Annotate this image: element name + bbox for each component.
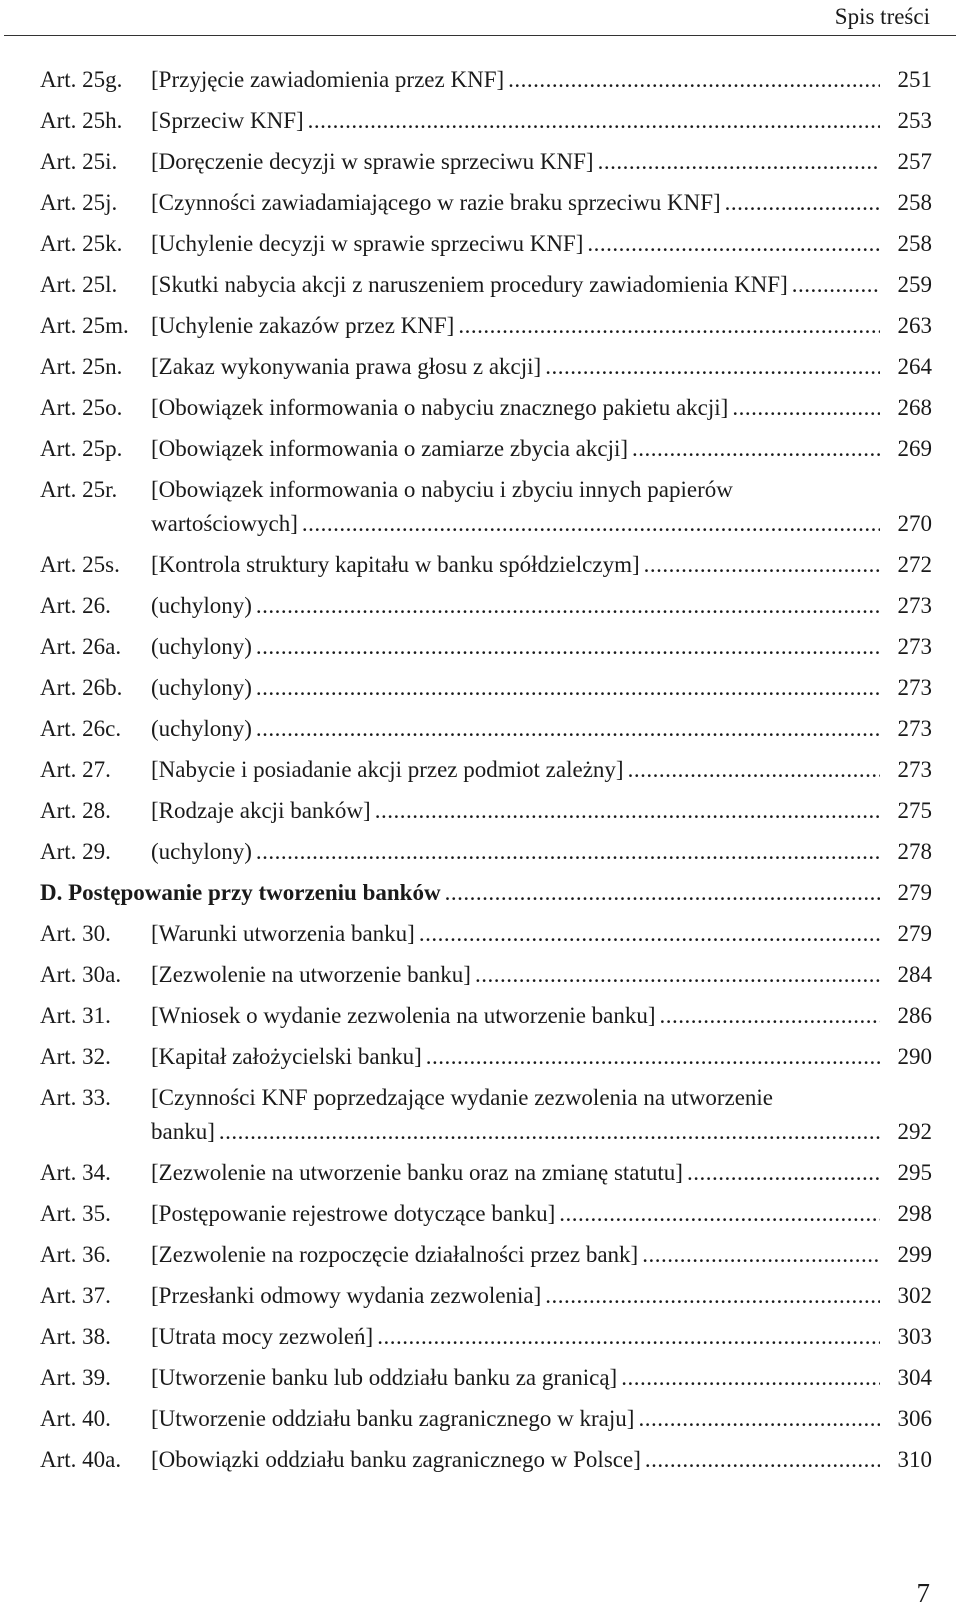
toc-article-number: Art. 35. [40, 1201, 111, 1226]
toc-entry-line [151, 393, 932, 423]
toc-entry-title: [Utrata mocy zezwoleń] [151, 1324, 374, 1349]
toc-entry [40, 106, 932, 136]
toc-entry-title: [Zezwolenie na utworzenie banku oraz na zmianę statutu] [151, 1160, 683, 1185]
toc-entry-title: [Przyjęcie zawiadomienia przez KNF] [151, 67, 505, 92]
toc-page-number: 264 [897, 354, 932, 379]
toc-entry-line [151, 147, 932, 177]
toc-entry-title: [Utworzenie banku lub oddziału banku za granicą] [151, 1365, 618, 1390]
toc-page-number: 284 [897, 962, 932, 987]
toc-entry-line [151, 229, 932, 259]
toc-entry [40, 311, 932, 341]
toc-entry-title: (uchylony) [151, 675, 252, 700]
toc-page-number: 304 [897, 1365, 932, 1390]
toc-entry [40, 1001, 932, 1031]
toc-entry-title: [Sprzeciw KNF] [151, 108, 304, 133]
toc-page-number: 272 [897, 552, 932, 577]
toc-entry [40, 352, 932, 382]
toc-article-number: Art. 25k. [40, 231, 123, 256]
toc-article-number: Art. 25h. [40, 108, 123, 133]
toc-entry-line [151, 591, 932, 621]
toc-article-number: Art. 25m. [40, 313, 129, 338]
leader-dots [559, 1199, 880, 1229]
toc-entry-line [151, 311, 932, 341]
leader-dots [632, 434, 880, 464]
toc-article-number: Art. 25j. [40, 190, 118, 215]
toc-entry-line [151, 1363, 932, 1393]
toc-page-number: 302 [897, 1283, 932, 1308]
toc-article-number: Art. 38. [40, 1324, 111, 1349]
leader-dots [508, 65, 880, 95]
toc-entry [40, 1240, 932, 1270]
toc-article-number: Art. 26b. [40, 675, 123, 700]
toc-entry [40, 591, 932, 621]
toc-entry-line [151, 65, 932, 95]
toc-page-number: 258 [897, 190, 932, 215]
toc-article-number: Art. 30a. [40, 962, 122, 987]
toc-article-number: Art. 25g. [40, 67, 123, 92]
toc-entry-title-continued: wartościowych] [151, 511, 298, 536]
leader-dots [256, 837, 880, 867]
toc-article-number: Art. 25r. [40, 477, 118, 502]
toc-entry [40, 550, 932, 580]
toc-entry-line [151, 1281, 932, 1311]
toc-article-number: Art. 25i. [40, 149, 118, 174]
leader-dots [725, 188, 880, 218]
toc-article-number: Art. 25o. [40, 395, 123, 420]
toc-article-number: Art. 25n. [40, 354, 123, 379]
toc-page-number: 268 [897, 395, 932, 420]
toc-page-number: 295 [897, 1160, 932, 1185]
toc-entry [40, 147, 932, 177]
toc-entry-title: [Rodzaje akcji banków] [151, 798, 371, 823]
toc-entry [40, 229, 932, 259]
toc-page-number: 263 [897, 313, 932, 338]
toc-entry [40, 1445, 932, 1475]
toc-entry-title: [Obowiązek informowania o nabyciu i zbyciu innych papierów [151, 477, 733, 502]
toc-article-number: Art. 33. [40, 1085, 111, 1110]
toc-article-number: Art. 31. [40, 1003, 111, 1028]
toc-entry-title: [Uchylenie decyzji w sprawie sprzeciwu KNF] [151, 231, 584, 256]
toc-entry-title: [Warunki utworzenia banku] [151, 921, 415, 946]
toc-article-number: Art. 28. [40, 798, 111, 823]
toc-entry-line [151, 960, 932, 990]
toc-section-heading [40, 878, 932, 908]
toc-entry-title: [Doręczenie decyzji w sprawie sprzeciwu KNF] [151, 149, 594, 174]
toc-page-number: 259 [897, 272, 932, 297]
toc-entry [40, 270, 932, 300]
toc-entry-line [151, 1240, 932, 1270]
toc-entry [40, 755, 932, 785]
leader-dots [308, 106, 880, 136]
toc-article-number: Art. 25p. [40, 436, 123, 461]
toc-article-number: Art. 25s. [40, 552, 120, 577]
leader-dots [445, 878, 880, 908]
leader-dots [219, 1117, 880, 1147]
toc-page-number: 273 [897, 757, 932, 782]
leader-dots [621, 1363, 880, 1393]
toc-entry-line [151, 270, 932, 300]
toc-entry-line [151, 796, 932, 826]
toc-entry [40, 188, 932, 218]
toc-entry-title: [Kontrola struktury kapitału w banku spółdzielczym] [151, 552, 640, 577]
toc-page-number: 298 [897, 1201, 932, 1226]
toc-entry-line [40, 878, 932, 908]
leader-dots [375, 796, 880, 826]
toc-article-number: Art. 40a. [40, 1447, 122, 1472]
toc-section-title: D. Postępowanie przy tworzeniu banków [40, 880, 441, 905]
toc-entry-line [151, 1001, 932, 1031]
toc-entry-title: [Obowiązek informowania o nabyciu znacznego pakietu akcji] [151, 395, 729, 420]
leader-dots [598, 147, 880, 177]
toc-entry-title-continued: banku] [151, 1119, 215, 1144]
toc-page-number: 299 [897, 1242, 932, 1267]
toc-entry-line [151, 632, 932, 662]
toc-entry [40, 393, 932, 423]
toc-page-number: 286 [897, 1003, 932, 1028]
toc-entry-line [151, 188, 932, 218]
leader-dots [587, 229, 880, 259]
toc-article-number: Art. 30. [40, 921, 111, 946]
toc-entry-line [151, 837, 932, 867]
toc-page-number: 306 [897, 1406, 932, 1431]
toc-entry-line [151, 1083, 932, 1147]
toc-entry-title: [Czynności zawiadamiającego w razie braku sprzeciwu KNF] [151, 190, 721, 215]
leader-dots [256, 714, 880, 744]
toc-article-number: Art. 36. [40, 1242, 111, 1267]
toc-page-number: 279 [897, 921, 932, 946]
leader-dots [645, 1445, 880, 1475]
toc-page-number: 273 [897, 634, 932, 659]
leader-dots [426, 1042, 880, 1072]
toc-entry-title: [Kapitał założycielski banku] [151, 1044, 422, 1069]
leader-dots [256, 591, 880, 621]
toc-page-number: 279 [897, 880, 932, 905]
toc-entry [40, 632, 932, 662]
toc-entry-title: [Zezwolenie na utworzenie banku] [151, 962, 471, 987]
toc-entry [40, 65, 932, 95]
toc-entry [40, 919, 932, 949]
toc-entry [40, 673, 932, 703]
toc-entry-line [151, 1158, 932, 1188]
toc-article-number: Art. 39. [40, 1365, 111, 1390]
toc-article-number: Art. 26. [40, 593, 111, 618]
table-of-contents [40, 65, 932, 1486]
toc-entry [40, 714, 932, 744]
toc-entry [40, 1363, 932, 1393]
leader-dots [545, 1281, 880, 1311]
toc-page-number: 257 [897, 149, 932, 174]
toc-page-number: 273 [897, 675, 932, 700]
toc-entry-line [151, 673, 932, 703]
toc-entry-title: [Utworzenie oddziału banku zagranicznego w kraju] [151, 1406, 635, 1431]
toc-entry [40, 1042, 932, 1072]
leader-dots [302, 509, 880, 539]
toc-entry-line [151, 714, 932, 744]
leader-dots [660, 1001, 880, 1031]
toc-entry [40, 1199, 932, 1229]
toc-entry-title: [Obowiązki oddziału banku zagranicznego w Polsce] [151, 1447, 641, 1472]
toc-article-number: Art. 37. [40, 1283, 111, 1308]
toc-entry-title: (uchylony) [151, 634, 252, 659]
toc-entry-line [151, 1322, 932, 1352]
toc-page-number: 253 [897, 108, 932, 133]
toc-entry-line [151, 755, 932, 785]
toc-entry-line [151, 1404, 932, 1434]
toc-entry-title: [Czynności KNF poprzedzające wydanie zezwolenia na utworzenie [151, 1085, 774, 1110]
leader-dots [732, 393, 880, 423]
toc-entry [40, 1322, 932, 1352]
toc-page-number: 278 [897, 839, 932, 864]
toc-entry-title: [Zezwolenie na rozpoczęcie działalności przez bank] [151, 1242, 639, 1267]
toc-entry-title: [Zakaz wykonywania prawa głosu z akcji] [151, 354, 542, 379]
toc-entry-line [151, 1042, 932, 1072]
toc-page-number: 273 [897, 716, 932, 741]
toc-article-number: Art. 27. [40, 757, 111, 782]
toc-entry [40, 475, 932, 539]
toc-article-number: Art. 40. [40, 1406, 111, 1431]
toc-page-number: 258 [897, 231, 932, 256]
header-rule [4, 35, 956, 36]
toc-page-number: 290 [897, 1044, 932, 1069]
toc-entry-line [151, 1445, 932, 1475]
toc-entry-title: [Nabycie i posiadanie akcji przez podmiot zależny] [151, 757, 624, 782]
toc-page-number: 275 [897, 798, 932, 823]
toc-entry [40, 1404, 932, 1434]
toc-entry-title: [Wniosek o wydanie zezwolenia na utworzenie banku] [151, 1003, 656, 1028]
toc-page-number: 303 [897, 1324, 932, 1349]
leader-dots [638, 1404, 880, 1434]
toc-entry-line [151, 919, 932, 949]
toc-entry-line [151, 434, 932, 464]
leader-dots [792, 270, 880, 300]
toc-entry-title: [Przesłanki odmowy wydania zezwolenia] [151, 1283, 542, 1308]
toc-article-number: Art. 29. [40, 839, 111, 864]
page-number: 7 [916, 1578, 930, 1608]
toc-entry-line [151, 106, 932, 136]
toc-article-number: Art. 26c. [40, 716, 122, 741]
leader-dots [644, 550, 880, 580]
toc-entry [40, 960, 932, 990]
toc-entry [40, 434, 932, 464]
toc-page-number: 270 [897, 511, 932, 536]
toc-page-number: 292 [897, 1119, 932, 1144]
toc-article-number: Art. 32. [40, 1044, 111, 1069]
leader-dots [475, 960, 880, 990]
toc-entry-title: (uchylony) [151, 839, 252, 864]
leader-dots [642, 1240, 880, 1270]
toc-entry [40, 837, 932, 867]
leader-dots [377, 1322, 880, 1352]
leader-dots [545, 352, 880, 382]
toc-entry-title: [Postępowanie rejestrowe dotyczące banku] [151, 1201, 556, 1226]
toc-entry-title: [Uchylenie zakazów przez KNF] [151, 313, 455, 338]
toc-entry [40, 1281, 932, 1311]
running-header: Spis treści [834, 4, 930, 29]
toc-entry-line [151, 352, 932, 382]
toc-page-number: 310 [897, 1447, 932, 1472]
leader-dots [256, 673, 880, 703]
toc-entry-title: [Skutki nabycia akcji z naruszeniem procedury zawiadomienia KNF] [151, 272, 788, 297]
toc-article-number: Art. 26a. [40, 634, 122, 659]
toc-article-number: Art. 34. [40, 1160, 111, 1185]
toc-entry [40, 1158, 932, 1188]
leader-dots [458, 311, 880, 341]
toc-entry-title: (uchylony) [151, 593, 252, 618]
leader-dots [687, 1158, 880, 1188]
leader-dots [628, 755, 880, 785]
toc-page-number: 251 [897, 67, 932, 92]
toc-entry-title: (uchylony) [151, 716, 252, 741]
toc-article-number: Art. 25l. [40, 272, 118, 297]
toc-entry-line [151, 550, 932, 580]
toc-page-number: 273 [897, 593, 932, 618]
toc-entry-line [151, 1199, 932, 1229]
toc-entry-title: [Obowiązek informowania o zamiarze zbycia akcji] [151, 436, 629, 461]
toc-entry-line [151, 475, 932, 539]
leader-dots [256, 632, 880, 662]
toc-entry [40, 1083, 932, 1147]
toc-entry [40, 796, 932, 826]
toc-page-number: 269 [897, 436, 932, 461]
leader-dots [419, 919, 880, 949]
